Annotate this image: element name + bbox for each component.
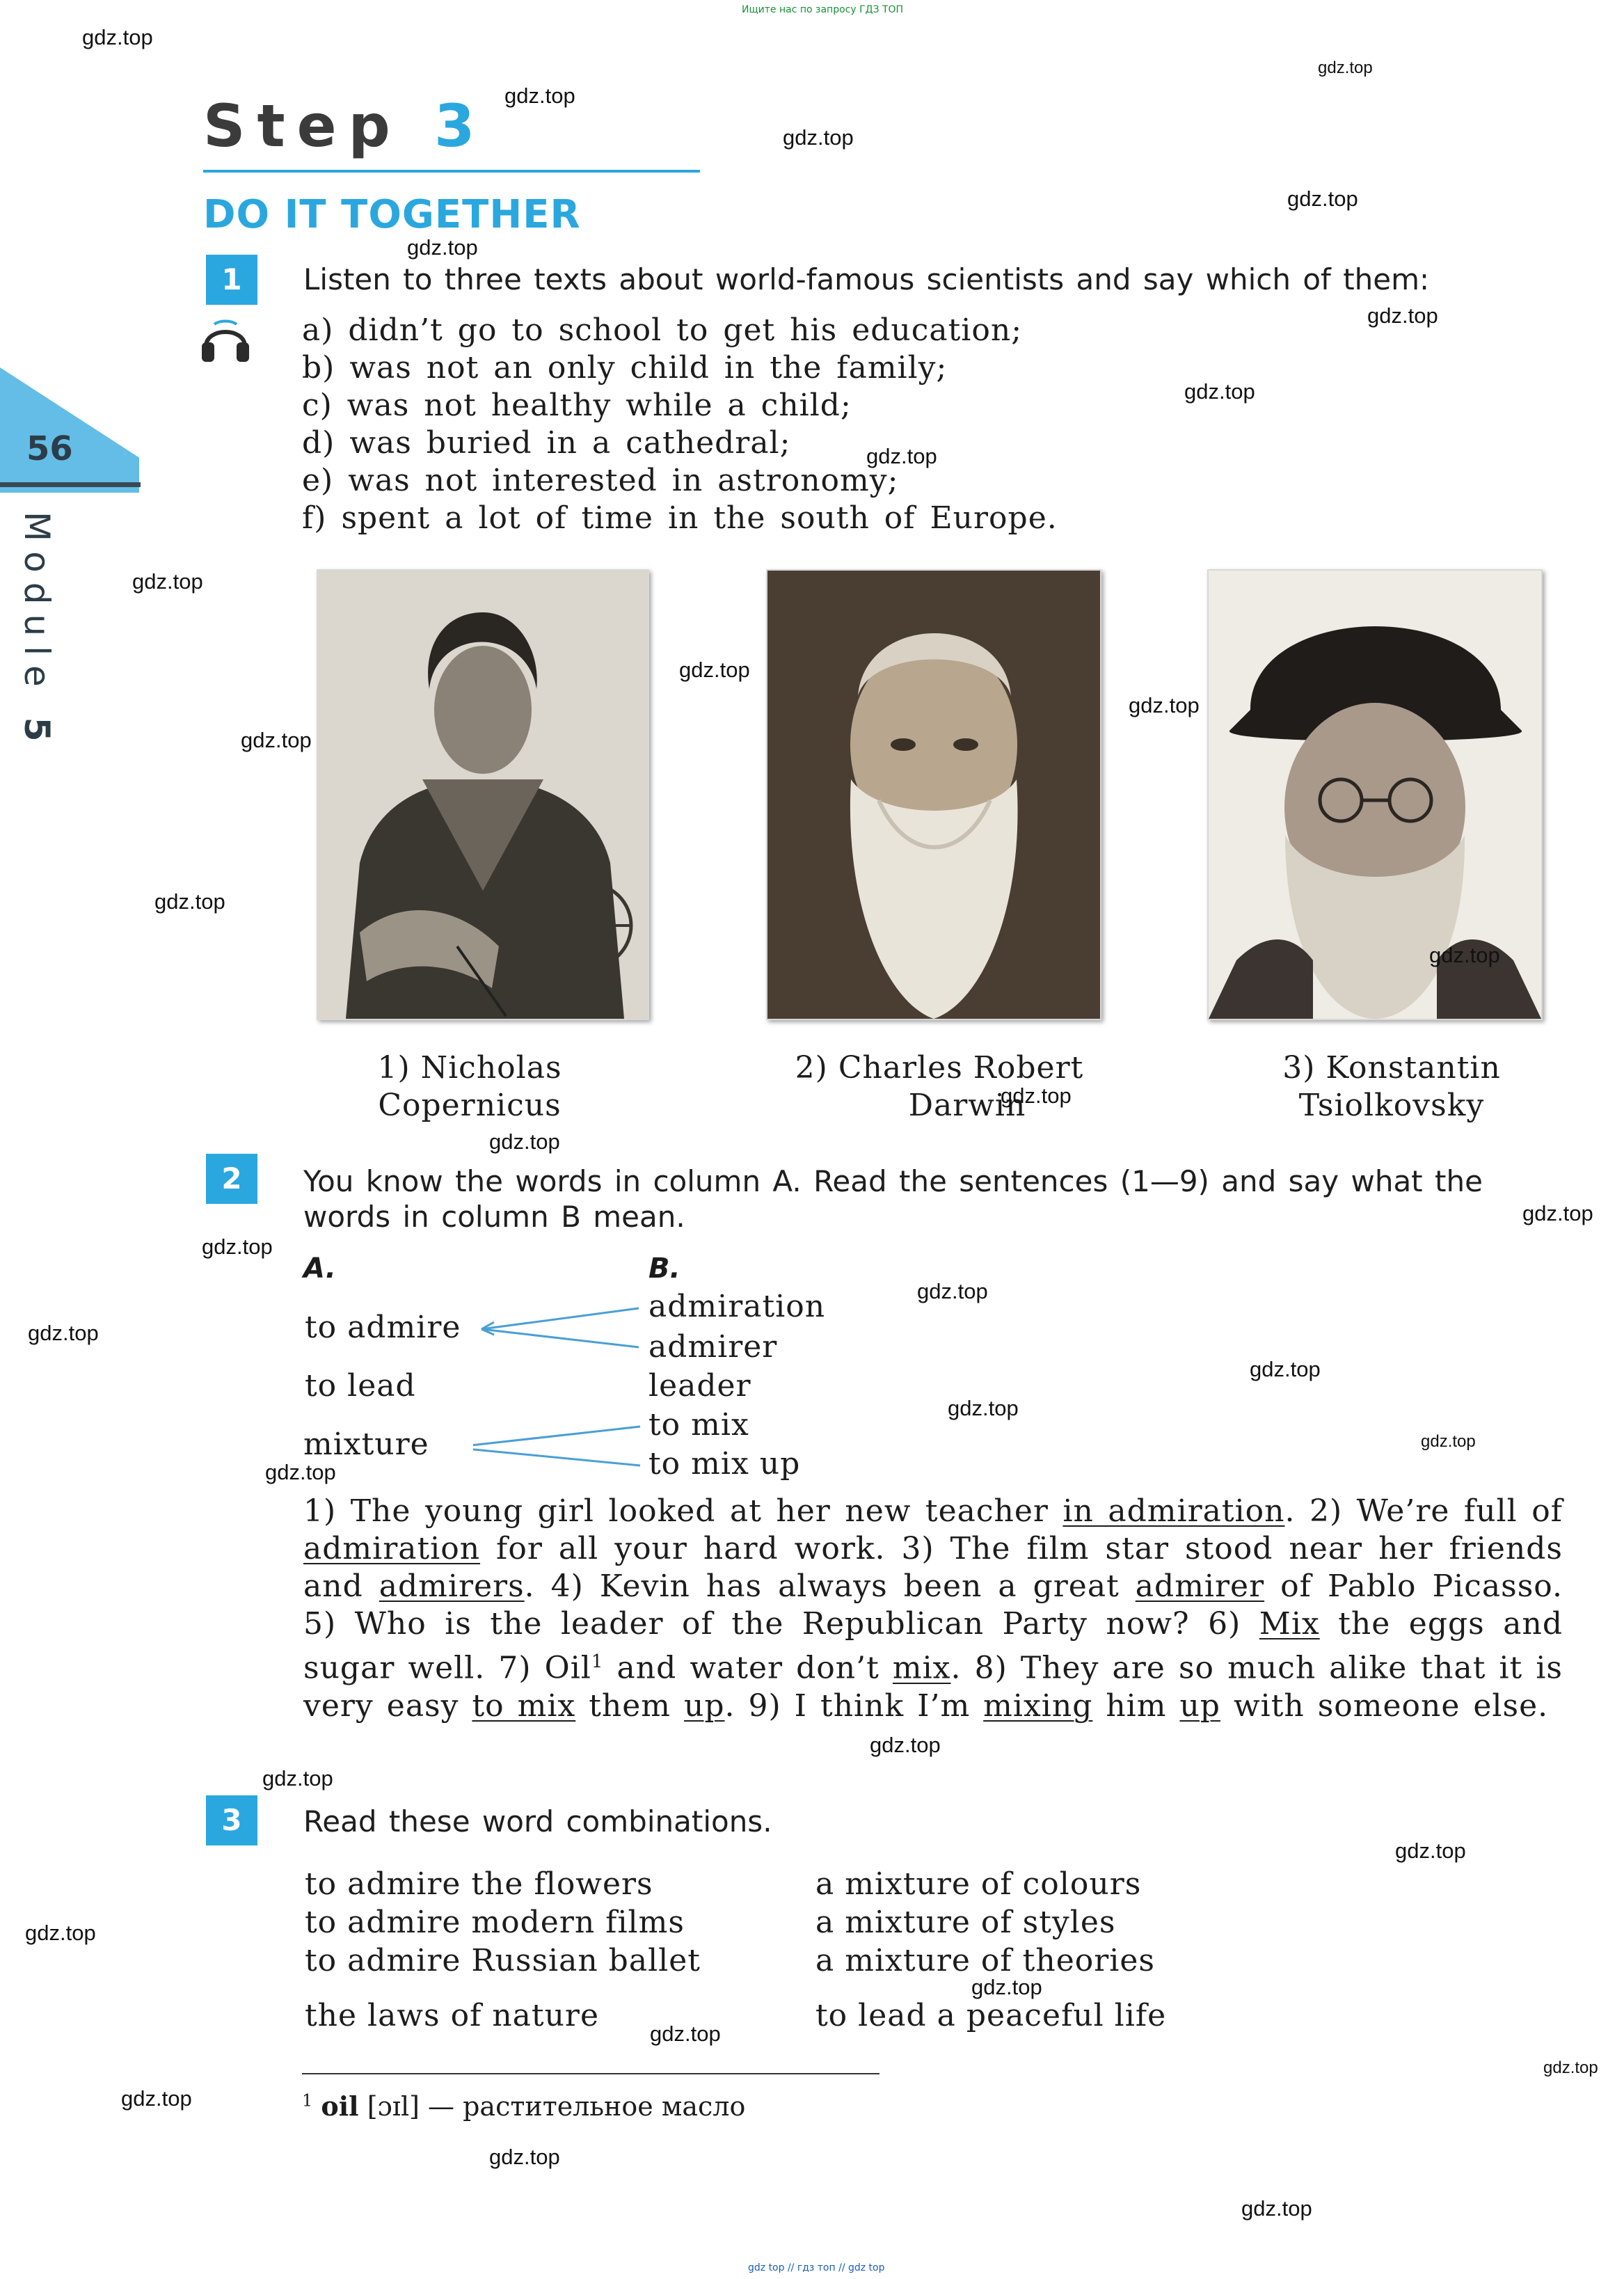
watermark-text: gdz.top bbox=[202, 1234, 273, 1259]
watermark-text: gdz.top bbox=[971, 1975, 1042, 1999]
column-b-word: to mix bbox=[648, 1407, 749, 1443]
list-item: c) was not healthy while a child; bbox=[302, 388, 852, 423]
step-word: Step bbox=[203, 92, 402, 160]
headphones-icon bbox=[199, 315, 252, 365]
watermark-text: gdz.top bbox=[1429, 943, 1500, 967]
watermark-text: gdz.top bbox=[262, 1766, 333, 1790]
combination-right: a mixture of colours bbox=[815, 1866, 1142, 1902]
list-item: a) didn’t go to school to get his education; bbox=[302, 312, 1023, 348]
watermark-text: gdz.top bbox=[870, 1733, 941, 1757]
watermark-text: gdz.top bbox=[132, 569, 203, 594]
column-b-word: to mix up bbox=[648, 1446, 801, 1482]
list-item: d) was buried in a cathedral; bbox=[302, 425, 791, 461]
column-a-word: mixture bbox=[303, 1427, 429, 1462]
module-label bbox=[17, 511, 57, 752]
step-underline bbox=[203, 170, 700, 173]
exercise-1-items bbox=[302, 312, 1058, 537]
watermark-text: gdz.top bbox=[650, 2022, 721, 2046]
column-b-word: admirer bbox=[648, 1329, 778, 1365]
watermark-text: gdz.top bbox=[1129, 693, 1200, 717]
page-number-rule bbox=[0, 482, 141, 487]
list-item: e) was not interested in astronomy; bbox=[302, 463, 899, 498]
footer-note: gdz top // гдз топ // gdz top bbox=[748, 2262, 885, 2273]
watermark-text: gdz.top bbox=[1184, 379, 1255, 404]
connector-arrows bbox=[473, 1301, 654, 1475]
caption-line: 1) Nicholas bbox=[377, 1050, 562, 1086]
footnote-definition: — растительное масло bbox=[428, 2091, 746, 2122]
footnote-rule bbox=[302, 2073, 879, 2074]
watermark-text: gdz.top bbox=[489, 1129, 560, 1154]
column-b-word: admiration bbox=[648, 1289, 826, 1324]
combination-right: a mixture of styles bbox=[815, 1905, 1116, 1940]
column-b-header: B. bbox=[648, 1253, 680, 1285]
watermark-text: gdz.top bbox=[82, 25, 153, 49]
watermark-text: gdz.top bbox=[1543, 2058, 1598, 2077]
watermark-text: gdz.top bbox=[265, 1460, 336, 1484]
footnote-word: oil bbox=[321, 2090, 359, 2122]
watermark-text: gdz.top bbox=[28, 1321, 99, 1345]
portrait-copernicus bbox=[317, 569, 649, 1020]
list-item: f) spent a lot of time in the south of Europe. bbox=[302, 500, 1058, 536]
section-heading: DO IT TOGETHER bbox=[203, 192, 581, 237]
watermark-text: gdz.top bbox=[1421, 1432, 1476, 1451]
watermark-text: gdz.top bbox=[489, 2145, 560, 2169]
combination-right: a mixture of theories bbox=[815, 1943, 1155, 1978]
combination-left: to admire Russian ballet bbox=[305, 1943, 701, 1978]
exercise-2-number: 2 bbox=[206, 1154, 257, 1204]
column-a-header: A. bbox=[303, 1253, 336, 1285]
exercise-1-number: 1 bbox=[206, 255, 257, 305]
exercise-2-instruction: You know the words in column A. Read the sentences (1—9) and say what the words in column B mean. bbox=[303, 1164, 1483, 1234]
watermark-text: gdz.top bbox=[1241, 2196, 1312, 2221]
caption-line: Darwin bbox=[908, 1088, 1026, 1123]
portrait-darwin bbox=[766, 569, 1101, 1020]
list-item: b) was not an only child in the family; bbox=[302, 350, 948, 386]
watermark-text: gdz.top bbox=[1318, 58, 1373, 77]
watermark-text: gdz.top bbox=[1001, 1083, 1072, 1108]
watermark-text: gdz.top bbox=[866, 444, 937, 468]
header-note: Ищите нас по запросу ГДЗ ТОП bbox=[742, 4, 904, 15]
watermark-text: gdz.top bbox=[1395, 1839, 1466, 1863]
watermark-text: gdz.top bbox=[1367, 303, 1438, 328]
watermark-text: gdz.top bbox=[1250, 1357, 1321, 1381]
watermark-text: gdz.top bbox=[121, 2086, 192, 2111]
combination-right: to lead a peaceful life bbox=[815, 1998, 1167, 2033]
footnote-transcription: [ɔɪl] bbox=[367, 2091, 420, 2122]
step-title bbox=[203, 92, 486, 160]
watermark-text: gdz.top bbox=[1522, 1201, 1593, 1225]
watermark-text: gdz.top bbox=[25, 1921, 96, 1945]
column-a-word: to lead bbox=[305, 1368, 416, 1404]
page-number: 56 bbox=[26, 429, 73, 468]
watermark-text: gdz.top bbox=[679, 658, 750, 682]
combination-left: to admire the flowers bbox=[305, 1866, 653, 1902]
footnote-marker: 1 bbox=[302, 2090, 313, 2111]
step-number: 3 bbox=[434, 92, 487, 160]
watermark-text: gdz.top bbox=[948, 1396, 1019, 1420]
watermark-text: gdz.top bbox=[783, 125, 854, 150]
watermark-text: gdz.top bbox=[241, 728, 312, 752]
exercise-3-instruction: Read these word combinations. bbox=[303, 1804, 772, 1839]
caption-line: Copernicus bbox=[378, 1088, 562, 1123]
watermark-text: gdz.top bbox=[154, 889, 225, 914]
watermark-text: gdz.top bbox=[504, 84, 575, 108]
module-number: 5 bbox=[17, 717, 57, 752]
caption-line: 3) Konstantin bbox=[1282, 1050, 1501, 1086]
watermark-text: gdz.top bbox=[407, 235, 478, 260]
exercise-2-sentences: 1) The young girl looked at her new teacher in admiration. 2) We’re full of admiration for all your hard work. 3) The film star stood near her friends and admirers. 4) Kevin has always been a great admirer of Pablo Picasso. 5) Who is the leader of the Republican Party now? 6) Mix the eggs and sugar well. 7) Oil$^1$ and water don’t mix. 8) They are so much alike that it is very easy to mix them up. 9) I think I’m mixing him up with someone else. bbox=[303, 1493, 1563, 1724]
caption-line: 2) Charles Robert bbox=[795, 1050, 1084, 1086]
exercise-3-number: 3 bbox=[206, 1795, 257, 1845]
caption-line: Tsiolkovsky bbox=[1298, 1088, 1485, 1123]
caption-tsiolkovsky bbox=[1245, 1049, 1538, 1125]
exercise-1-instruction: Listen to three texts about world-famous scientists and say which of them: bbox=[303, 262, 1430, 296]
caption-copernicus bbox=[331, 1049, 609, 1125]
combination-left: the laws of nature bbox=[305, 1998, 600, 2033]
watermark-text: gdz.top bbox=[1287, 186, 1358, 211]
footnote bbox=[302, 2090, 745, 2122]
combination-left: to admire modern films bbox=[305, 1905, 685, 1940]
watermark-text: gdz.top bbox=[917, 1279, 988, 1303]
module-word: Module bbox=[17, 511, 57, 697]
column-a-word: to admire bbox=[305, 1310, 461, 1345]
column-b-word: leader bbox=[648, 1368, 751, 1404]
